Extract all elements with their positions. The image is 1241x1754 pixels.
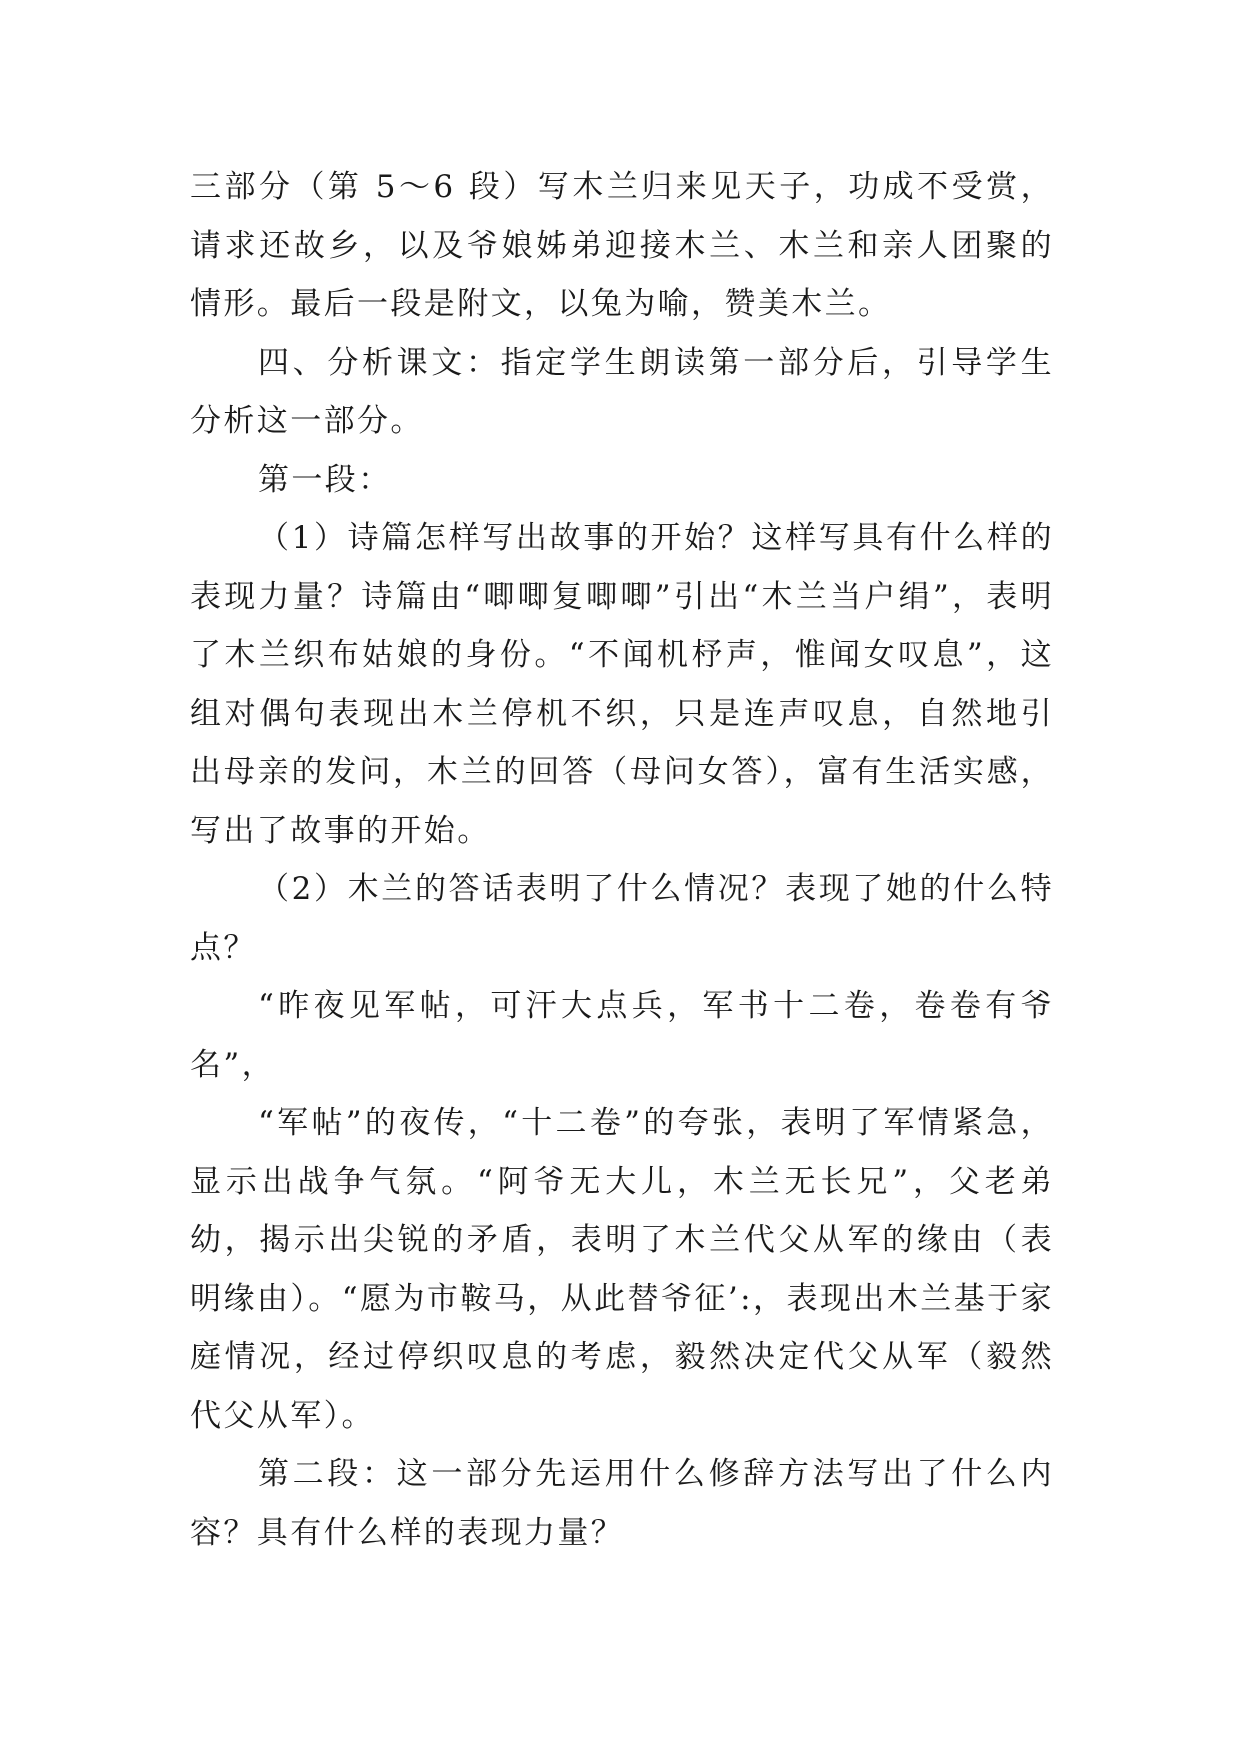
paragraph-question-one: （1）诗篇怎样写出故事的开始？这样写具有什么样的表现力量？诗篇由“唧唧复唧唧”引出“木兰当户绢”，表明了木兰织布姑娘的身份。“不闻机杼声，惟闻女叹息”，这组对偶句表现出木兰停机不织，只是连声叹息，自然地引出母亲的发问，木兰的回答（母问女答），富有生活实感，写出了故事的开始。: [190, 520, 1054, 849]
paragraph-analysis-intro: 四、分析课文：指定学生朗读第一部分后，引导学生分析这一部分。: [190, 344, 1054, 439]
document-body: [190, 158, 1054, 1562]
paragraph-section-one-heading: 第一段：: [258, 461, 392, 498]
paragraph-quotation: “昨夜见军帖，可汗大点兵，军书十二卷，卷卷有爷名”，: [190, 988, 1054, 1083]
paragraph-part-three-summary: 三部分（第 5～6 段）写木兰归来见天子，功成不受赏，请求还故乡，以及爷娘姊弟迎接木兰、木兰和亲人团聚的情形。最后一段是附文，以兔为喻，赞美木兰。: [190, 169, 1054, 322]
paragraph-quotation-analysis: “军帖”的夜传，“十二卷”的夸张，表明了军情紧急，显示出战争气氛。“阿爷无大儿，木兰无长兄”，父老弟幼，揭示出尖锐的矛盾，表明了木兰代父从军的缘由（表明缘由）。“愿为市鞍马，从此替爷征’:，表现出木兰基于家庭情况，经过停织叹息的考虑，毅然决定代父从军（毅然代父从军）。: [190, 1105, 1054, 1434]
paragraph-question-two: （2）木兰的答话表明了什么情况？表现了她的什么特点？: [190, 871, 1054, 966]
paragraph-section-two-question: 第二段：这一部分先运用什么修辞方法写出了什么内容？具有什么样的表现力量？: [190, 1456, 1054, 1551]
